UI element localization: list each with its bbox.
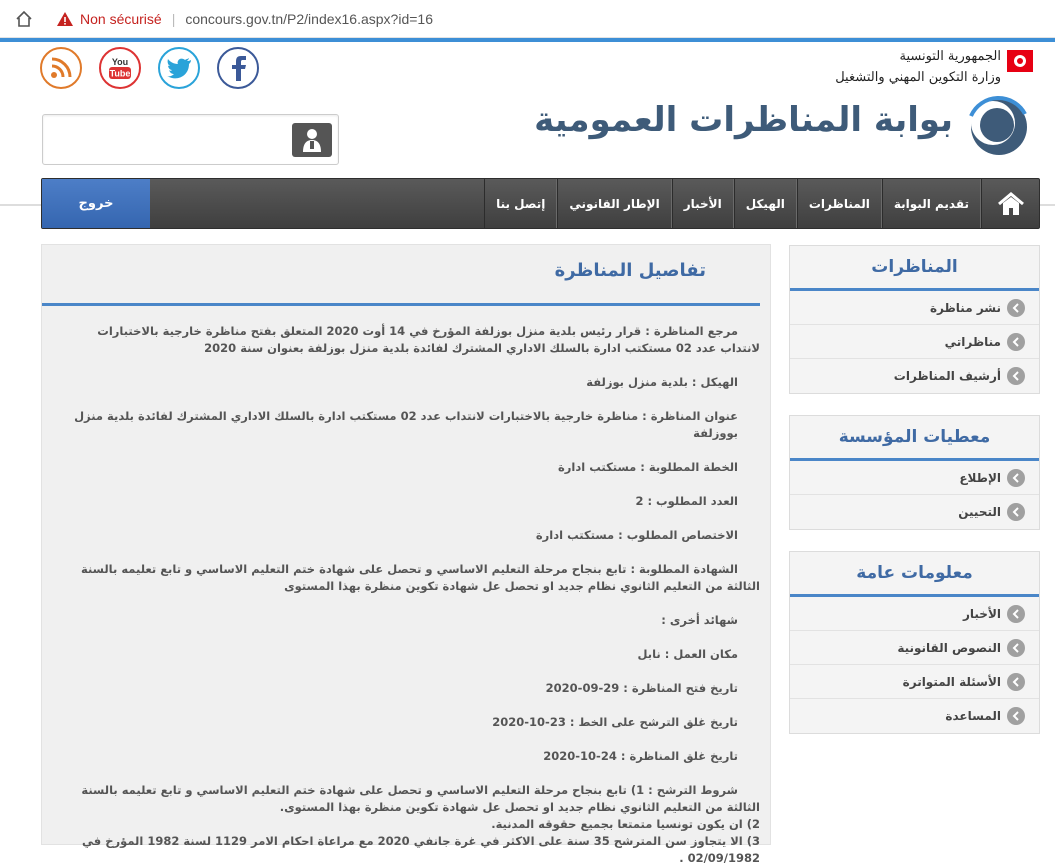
competition-details-panel: [41, 244, 771, 865]
youtube-icon[interactable]: [99, 47, 141, 89]
rss-icon[interactable]: [40, 47, 82, 89]
sidebar-item-update[interactable]: [790, 495, 1039, 529]
chevron-left-icon: [1007, 639, 1025, 657]
address-bar[interactable]: [42, 4, 433, 34]
nav-item-about[interactable]: تقديم البوابة: [882, 179, 981, 228]
sidebar-item-legal-texts[interactable]: [790, 631, 1039, 665]
detail-specialty: الاختصاص المطلوب : مستكتب ادارة: [535, 528, 738, 542]
user-search-icon[interactable]: [292, 123, 332, 157]
sidebar-institution-data: [789, 415, 1040, 530]
detail-open-date: تاريخ فتح المناظرة : 29-09-2020: [545, 681, 738, 695]
sidebar-item-label: أرشيف المناظرات: [893, 369, 1001, 383]
portal-logo-icon: [959, 94, 1033, 160]
nav-item-structure[interactable]: الهيكل: [734, 179, 797, 228]
nav-home-icon[interactable]: [981, 179, 1039, 228]
address-separator: |: [171, 10, 176, 27]
chevron-left-icon: [1007, 673, 1025, 691]
header-divider-left: [0, 204, 41, 206]
chevron-left-icon: [1007, 333, 1025, 351]
detail-conditions-3: 3) الا يتجاوز سن المترشح 35 سنة على الاكثر في غرة جانفي 2020 مع مراعاة احكام الامر 1129 لسنة 1982 المؤرخ في 02/09/1982 .: [82, 834, 760, 865]
detail-reference: مرجع المناظرة : قرار رئيس بلدية منزل بوزلفة المؤرخ في 14 أوت 2020 المتعلق بفتح مناظرة خارجية بالاختبارات لانتداب عدد 02 مستكتب ادارة بالسلك الاداري المشترك لفائدة بلدية منزل بوزلفة بعنوان سنة 2020: [97, 324, 760, 355]
sidebar-item-label: المساعدة: [945, 709, 1001, 723]
chevron-left-icon: [1007, 367, 1025, 385]
svg-text:You: You: [111, 57, 129, 67]
url-text[interactable]: concours.gov.tn/P2/index16.aspx?id=16: [185, 10, 433, 27]
detail-conditions-2: 2) ان يكون تونسيا متمتعا بجميع حقوقه المدنية.: [491, 817, 760, 831]
nav-item-news[interactable]: الأخبار: [672, 179, 734, 228]
sidebar-title-competitions: المناظرات: [790, 246, 1039, 291]
tunisia-flag-icon: [1007, 50, 1033, 72]
detail-workplace: مكان العمل : نابل: [637, 647, 738, 661]
detail-close-date: تاريخ غلق المناظرة : 24-10-2020: [543, 749, 738, 763]
sidebar-item-news[interactable]: [790, 597, 1039, 631]
sidebar-item-label: نشر مناظرة: [929, 300, 1001, 315]
sidebar-item-view[interactable]: [790, 461, 1039, 495]
sidebar-item-label: الإطلاع: [959, 470, 1001, 485]
header-divider-right: [1040, 204, 1055, 206]
republic-text: [835, 46, 1001, 88]
detail-online-close-date: تاريخ غلق الترشح على الخط : 23-10-2020: [492, 715, 738, 729]
detail-position: الخطة المطلوبة : مستكتب ادارة: [558, 460, 738, 474]
republic-line-1: الجمهورية التونسية: [899, 49, 1001, 64]
detail-conditions-1: شروط الترشح : 1) تابع بنجاح مرحلة التعليم الاساسي و تحصل على شهادة ختم التعليم الاساسي و تابع تعليمه بالسنة الثالثة من التعليم الثانوي نظام جديد او تحصل عل شهادة تكوين منظرة بهذا المستوى.: [81, 783, 760, 814]
facebook-icon[interactable]: [217, 47, 259, 89]
portal-title: بوابة المناظرات العمومية: [534, 100, 953, 140]
sidebar-item-label: الأسئلة المتواترة: [902, 674, 1001, 689]
sidebar-item-publish[interactable]: [790, 291, 1039, 325]
chevron-left-icon: [1007, 469, 1025, 487]
detail-count: العدد المطلوب : 2: [635, 494, 738, 508]
chevron-left-icon: [1007, 707, 1025, 725]
title-rule: [42, 303, 760, 306]
nav-item-legal[interactable]: الإطار القانوني: [557, 179, 671, 228]
browser-toolbar: [0, 0, 1055, 38]
detail-structure: الهيكل : بلدية منزل بوزلفة: [586, 375, 738, 389]
search-box: [42, 114, 339, 165]
sidebar-title-institution: معطيات المؤسسة: [790, 416, 1039, 461]
nav-item-competitions[interactable]: المناظرات: [797, 179, 882, 228]
sidebar-title-general: معلومات عامة: [790, 552, 1039, 597]
sidebar-item-help[interactable]: [790, 699, 1039, 733]
sidebar-item-label: النصوص القانونية: [897, 640, 1001, 655]
main-nav: [41, 178, 1040, 229]
sidebar-item-label: مناظراتي: [944, 334, 1001, 349]
sidebar-general-info: [789, 551, 1040, 734]
logout-button[interactable]: خروج: [42, 179, 150, 228]
nav-spacer: [150, 179, 484, 228]
detail-other-diplomas: شهائد أخرى :: [661, 613, 738, 627]
sidebar-item-my-competitions[interactable]: [790, 325, 1039, 359]
republic-line-2: وزارة التكوين المهني والتشغيل: [835, 70, 1001, 85]
sidebar-competitions: [789, 245, 1040, 394]
detail-diploma: الشهادة المطلوبة : تابع بنجاح مرحلة التعليم الاساسي و تحصل على شهادة ختم التعليم الاساسي و تابع تعليمه بالسنة الثالثة من التعليم الثانوي نظام جديد او تحصل عل شهادة تكوين منظرة بهذا المستوى: [80, 562, 760, 593]
chevron-left-icon: [1007, 299, 1025, 317]
search-input[interactable]: [49, 123, 284, 157]
twitter-icon[interactable]: [158, 47, 200, 89]
chevron-left-icon: [1007, 605, 1025, 623]
sidebar-item-faq[interactable]: [790, 665, 1039, 699]
sidebar-item-archive[interactable]: [790, 359, 1039, 393]
detail-title: عنوان المناظرة : مناظرة خارجية بالاختبارات لانتداب عدد 02 مستكتب ادارة بالسلك الاداري المشترك لفائدة بلدية منزل بووزلفة: [74, 409, 738, 440]
chevron-left-icon: [1007, 503, 1025, 521]
nav-item-contact[interactable]: إتصل بنا: [484, 179, 557, 228]
security-label: Non sécurisé: [80, 10, 162, 27]
browser-home-icon[interactable]: [6, 1, 42, 37]
page-title: تفاصيل المناظرة: [554, 260, 706, 281]
details-list: [70, 323, 760, 867]
sidebar-item-label: الأخبار: [962, 606, 1001, 621]
svg-text:Tube: Tube: [109, 68, 131, 79]
warning-icon: [56, 10, 74, 28]
sidebar-item-label: التحيين: [958, 505, 1001, 519]
